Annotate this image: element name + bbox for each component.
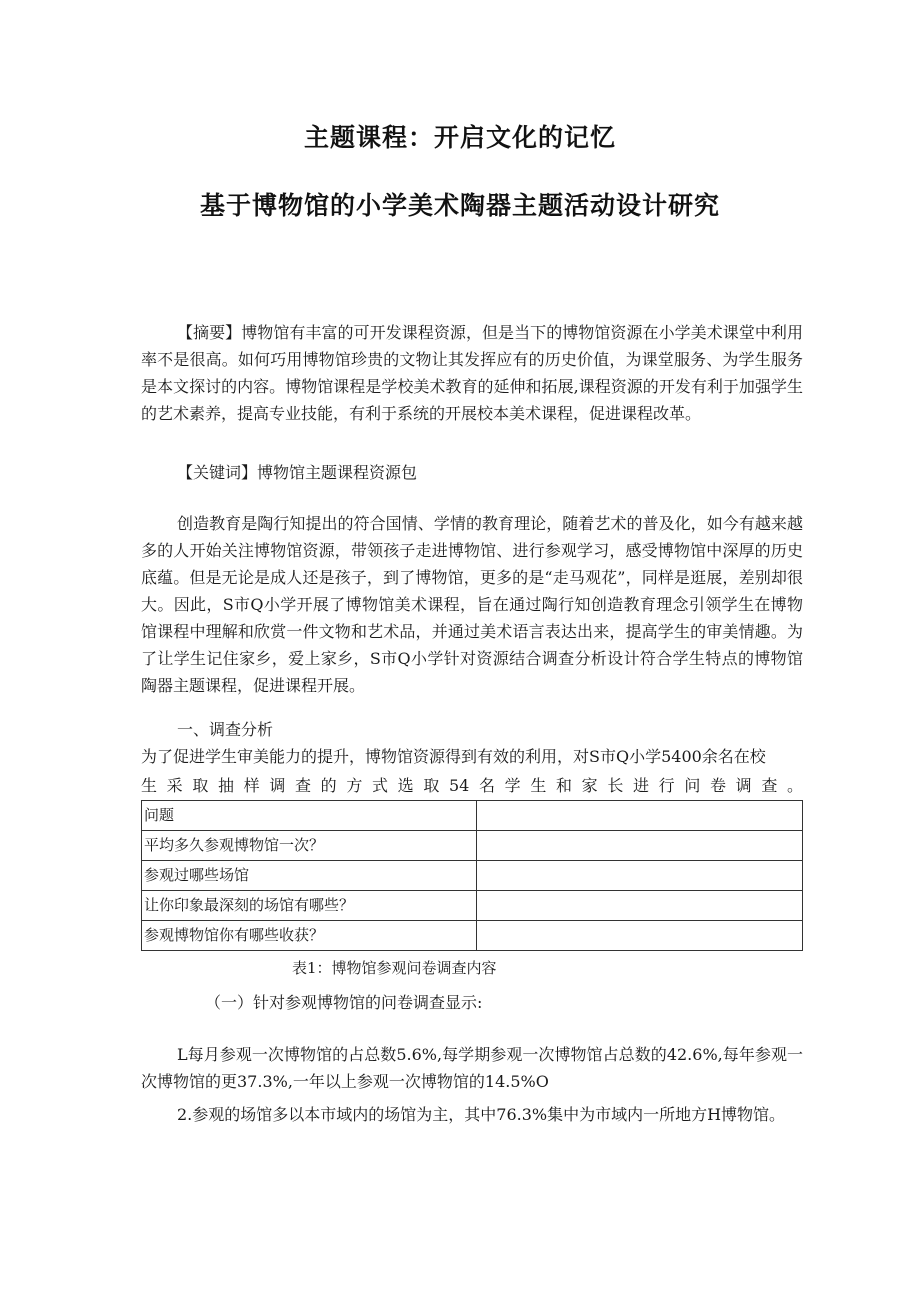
- table-cell: [477, 801, 803, 831]
- questionnaire-table: [141, 800, 803, 951]
- intro-paragraph: 创造教育是陶行知提出的符合国情、学情的教育理论，随着艺术的普及化，如今有越来越多的人开始关注博物馆资源，带领孩子走进博物馆、进行参观学习，感受博物馆中深厚的历史底蕴。但是无论是成人还是孩子，到了博物馆，更多的是“走马观花”，同样是逛展，差别却很大。因此，S市Q小学开展了博物馆美术课程，旨在通过陶行知创造教育理念引领学生在博物馆课程中理解和欣赏一件文物和艺术品，并通过美术语言表达出来，提高学生的审美情趣。为了让学生记住家乡，爱上家乡，S市Q小学针对资源结合调查分析设计符合学生特点的博物馆陶器主题课程，促进课程开展。: [141, 514, 803, 695]
- table-cell: 让你印象最深刻的场馆有哪些？: [142, 891, 477, 921]
- table-cell: 参观博物馆你有哪些收获？: [142, 921, 477, 951]
- table-cell: [477, 861, 803, 891]
- table-cell: [477, 891, 803, 921]
- page-title: 主题课程：开启文化的记忆: [303, 123, 616, 152]
- table-cell: [477, 921, 803, 951]
- section-heading: 一、调查分析: [177, 720, 274, 739]
- table-cell: 参观过哪些场馆: [142, 861, 477, 891]
- abstract-paragraph: 【摘要】博物馆有丰富的可开发课程资源，但是当下的博物馆资源在小学美术课堂中利用率不是很高。如何巧用博物馆珍贵的文物让其发挥应有的历史价值，为课堂服务、为学生服务是本文探讨的内容。博物馆课程是学校美术教育的延伸和拓展,课程资源的开发有利于加强学生的艺术素养，提高专业技能，有利于系统的开展校本美术课程，促进课程改革。: [141, 323, 803, 423]
- table-caption: 表1：博物馆参观问卷调查内容: [292, 959, 497, 977]
- table-row: [142, 891, 803, 921]
- page-subtitle: 基于博物馆的小学美术陶器主题活动设计研究: [199, 191, 720, 220]
- keywords-line: 【关键词】博物馆主题课程资源包: [177, 463, 418, 482]
- table-cell: [477, 831, 803, 861]
- survey-text-line-1: 为了促进学生审美能力的提升，博物馆资源得到有效的利用，对S市Q小学5400余名在校: [141, 747, 766, 766]
- subsection-heading: （一）针对参观博物馆的问卷调查显示:: [205, 993, 483, 1012]
- table-row: [142, 861, 803, 891]
- table-cell: 平均多久参观博物馆一次？: [142, 831, 477, 861]
- finding-paragraph-2: 2.参观的场馆多以本市域内的场馆为主，其中76.3%集中为市域内一所地方H博物馆。: [177, 1105, 786, 1124]
- table-row: [142, 921, 803, 951]
- survey-text-line-2: 生采取抽样调查的方式选取54名学生和家长进行问卷调查。: [141, 776, 803, 795]
- finding-paragraph-1: L每月参观一次博物馆的占总数5.6%,每学期参观一次博物馆占总数的42.6%,每年参观一次博物馆的更37.3%,一年以上参观一次博物馆的14.5%O: [141, 1045, 803, 1091]
- table-row: [142, 801, 803, 831]
- table-cell: 问题: [142, 801, 477, 831]
- table-row: [142, 831, 803, 861]
